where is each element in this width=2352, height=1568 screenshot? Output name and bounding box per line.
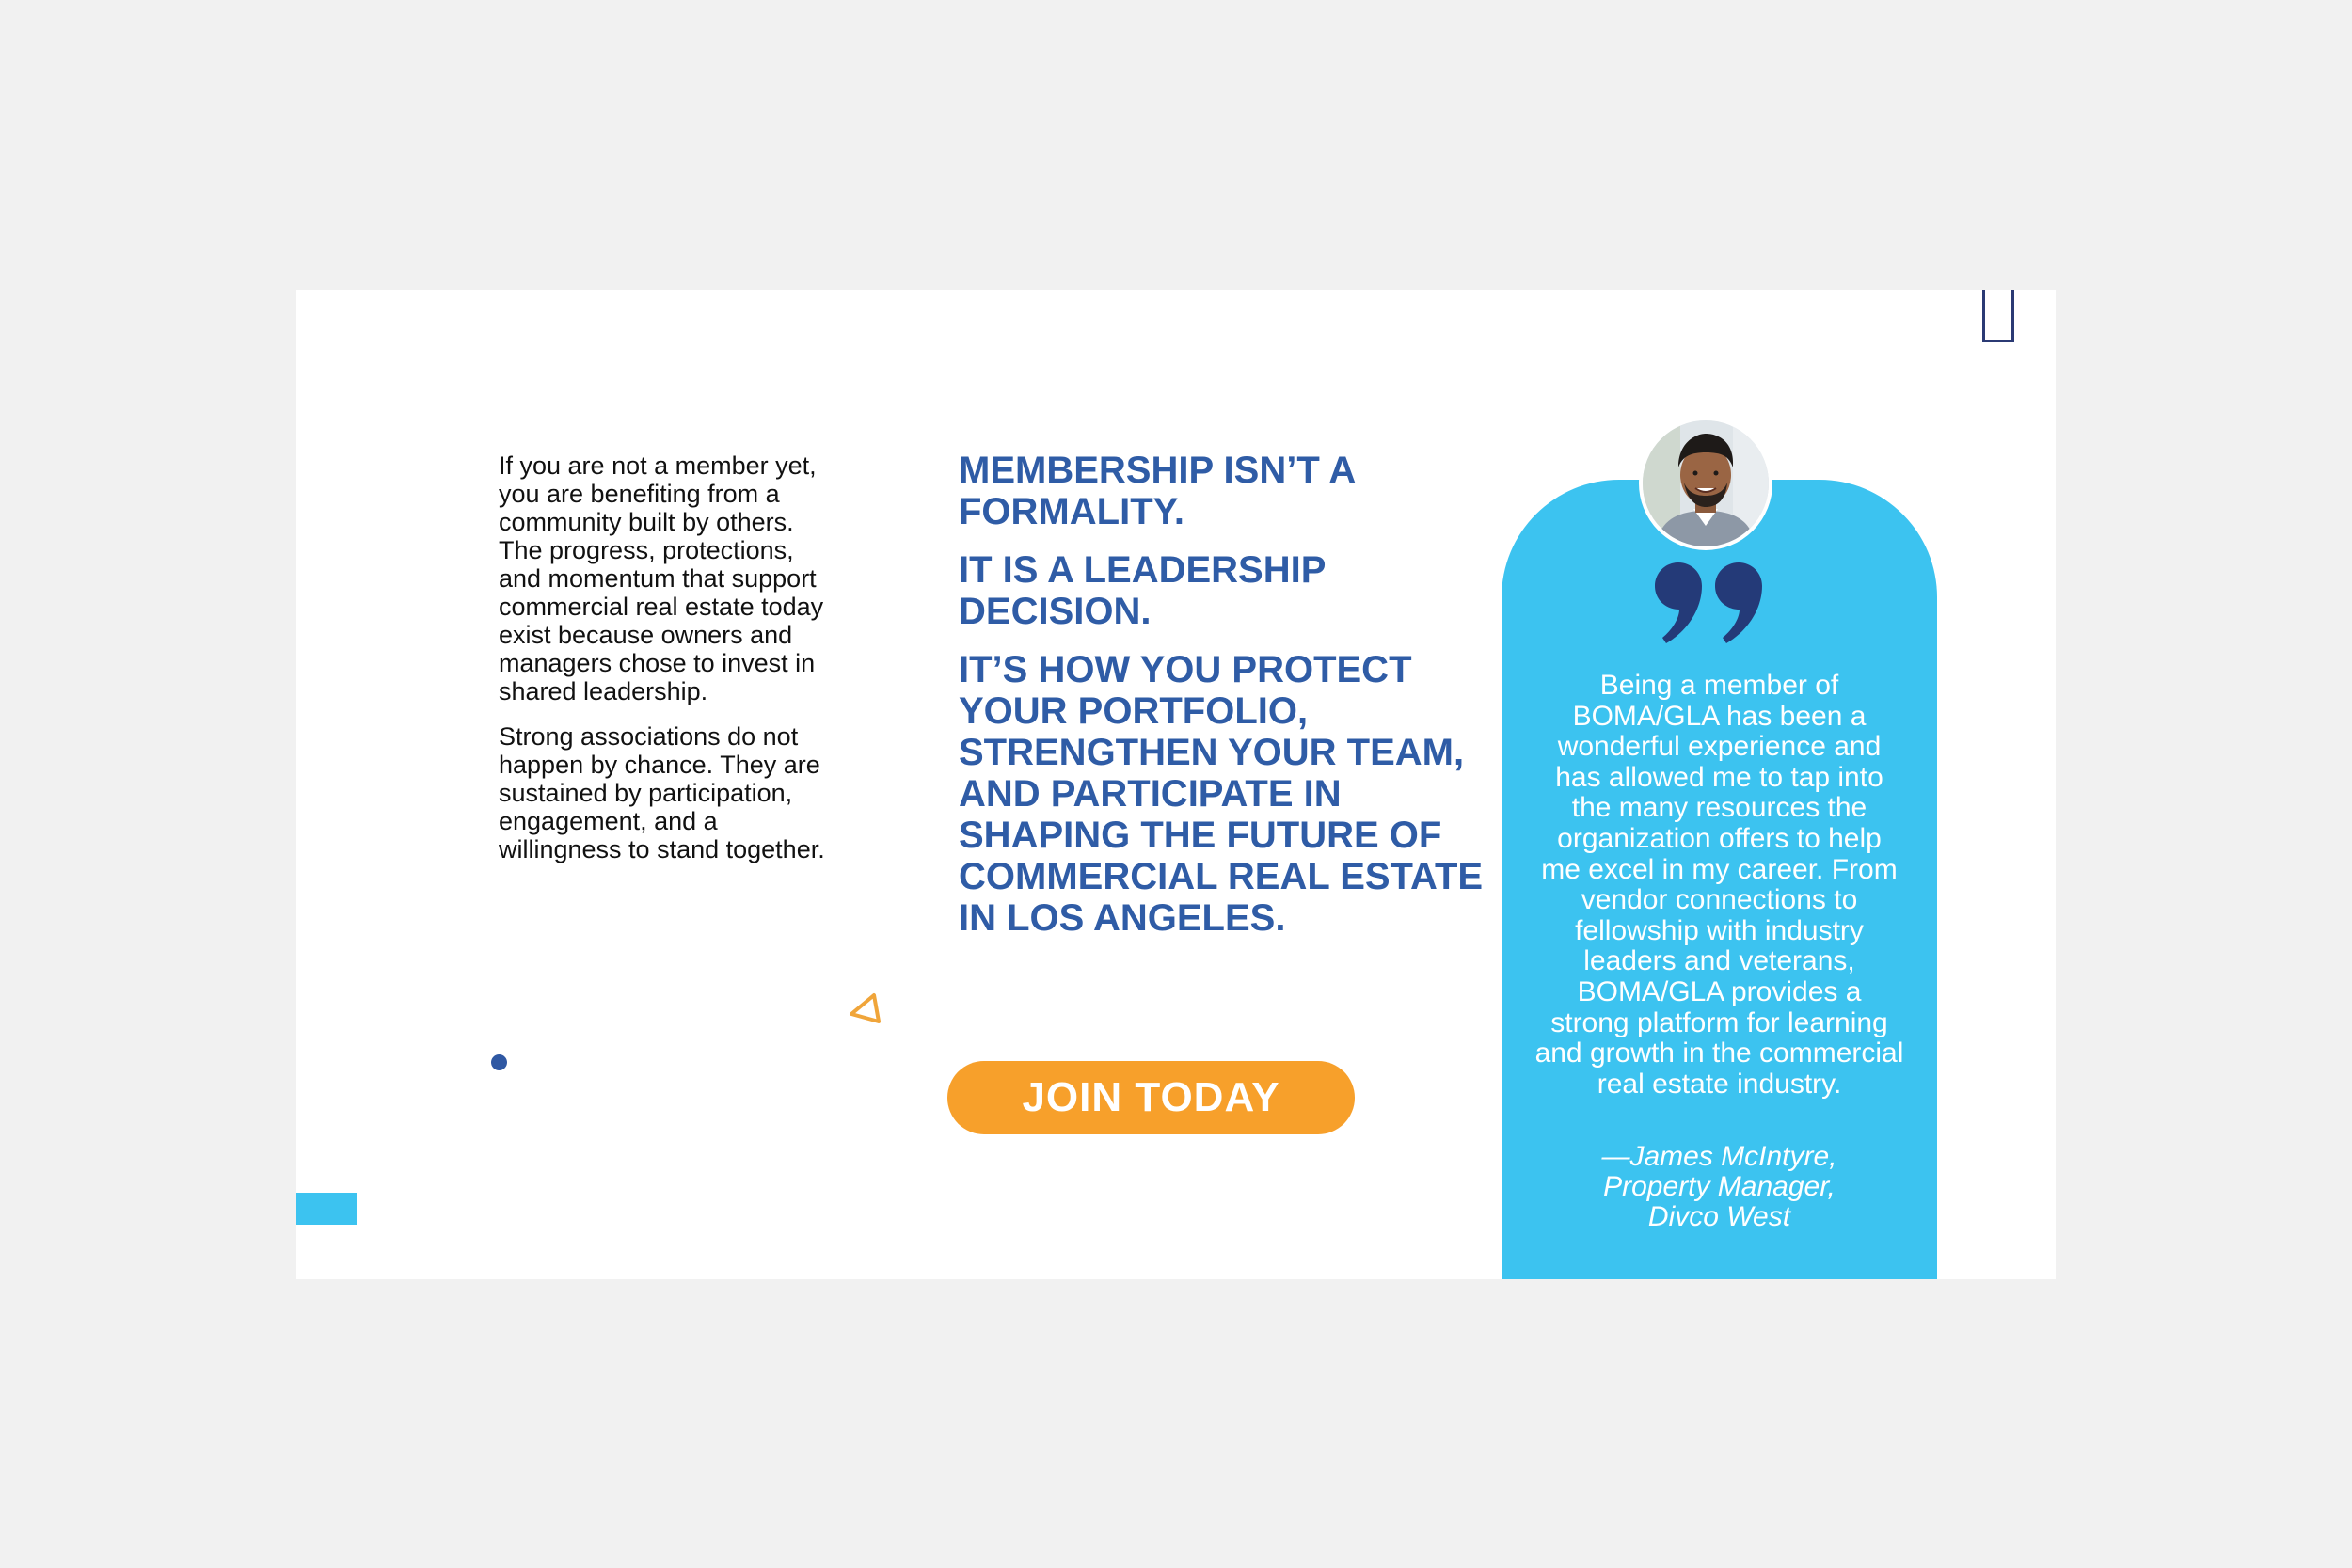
person-portrait-icon bbox=[1643, 420, 1769, 546]
avatar bbox=[1639, 417, 1772, 550]
headline-1: MEMBERSHIP ISN’T A FORMALITY. bbox=[959, 450, 1355, 532]
headline-block bbox=[959, 450, 1486, 956]
headline-3: IT’S HOW YOU PROTECT YOUR PORTFOLIO, STRENGTHEN YOUR TEAM, AND PARTICIPATE IN SHAPING THE FUTURE OF COMMERCIAL REAL ESTATE IN LOS ANGELES. bbox=[959, 649, 1484, 939]
corner-outline-decoration bbox=[1982, 290, 2014, 342]
author-company: Divco West bbox=[1647, 1201, 1791, 1232]
intro-text-column bbox=[499, 451, 837, 880]
dot-icon bbox=[491, 1054, 507, 1070]
testimonial-quote: Being a member of BOMA/GLA has been a wonderful experience and has allowed me to tap into the many resources the organization offers to help me excel in my career. From vendor connections to fellowship with industry leaders and veterans, BOMA/GLA provides a strong platform for learning and growth in the commercial real estate industry. bbox=[1534, 670, 1904, 1100]
promo-card bbox=[296, 290, 2056, 1279]
triangle-outline-icon bbox=[846, 990, 883, 1027]
join-today-button[interactable]: JOIN TODAY bbox=[947, 1061, 1355, 1134]
author-name: —James McIntyre, bbox=[1601, 1141, 1837, 1172]
testimonial-author bbox=[1534, 1142, 1904, 1232]
accent-rectangle bbox=[296, 1193, 357, 1225]
intro-paragraph-1: If you are not a member yet, you are benefiting from a community built by others. The progress, protections, and momentum that support commercial real estate today exist because owners and managers chose to invest in shared leadership. bbox=[499, 451, 824, 705]
intro-paragraph-2: Strong associations do not happen by chance. They are sustained by participation, engagement, and a willingness to stand together. bbox=[499, 722, 825, 863]
author-title: Property Manager, bbox=[1603, 1171, 1836, 1202]
quote-marks-icon bbox=[1653, 562, 1764, 645]
headline-2: IT IS A LEADERSHIP DECISION. bbox=[959, 549, 1326, 632]
